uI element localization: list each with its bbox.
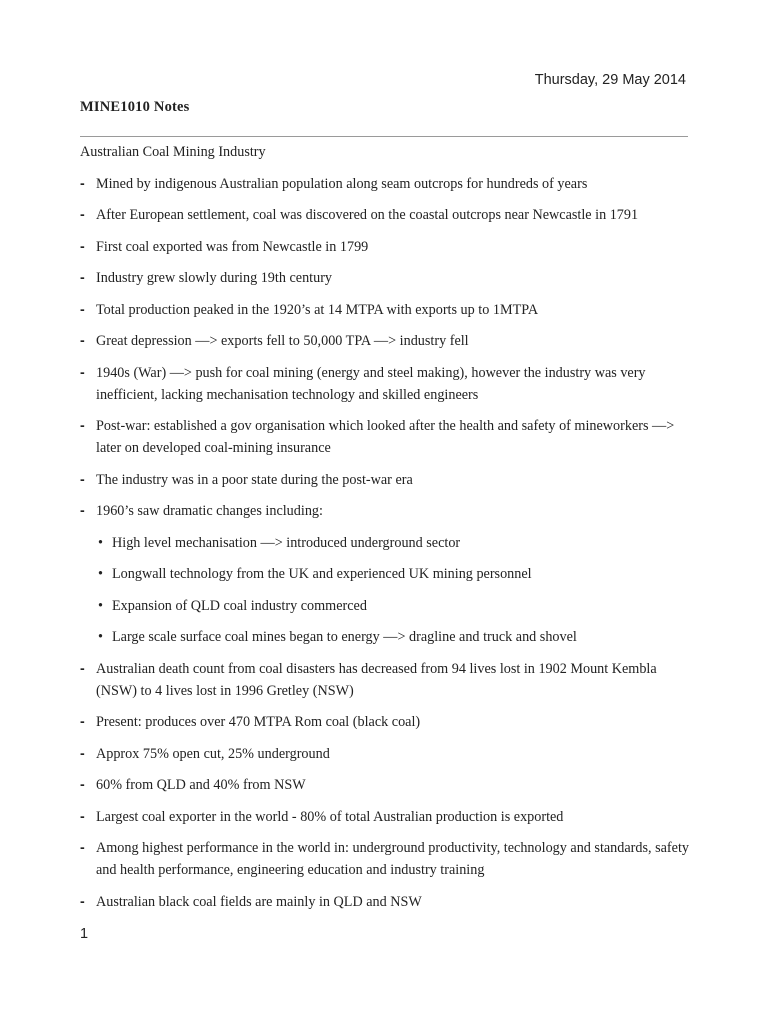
list-item-text: First coal exported was from Newcastle in 1799 — [96, 238, 369, 255]
list-item — [80, 330, 690, 352]
dash-bullet-icon: - — [80, 840, 85, 856]
bullet-list — [80, 173, 690, 913]
dash-bullet-icon: - — [80, 207, 85, 223]
sub-list-item — [96, 532, 690, 554]
dash-bullet-icon: - — [80, 471, 85, 488]
dash-bullet-icon: - — [80, 714, 85, 730]
dash-bullet-icon: - — [80, 418, 85, 434]
list-item — [80, 500, 690, 648]
sub-list-item — [96, 563, 690, 585]
dash-bullet-icon: - — [80, 175, 85, 192]
list-item — [80, 204, 690, 226]
list-item — [80, 469, 690, 491]
list-item-text: After European settlement, coal was discovered on the coastal outcrops near Newcastle in 1791 — [96, 207, 639, 223]
list-item-text: Australian death count from coal disasters has decreased from 94 lives lost in 1902 Mount Kembla (NSW) to 4 lives lost in 1996 Gretley (NSW) — [96, 660, 657, 699]
notes-body — [80, 141, 690, 922]
list-item — [80, 711, 690, 733]
list-item-text: Approx 75% open cut, 25% underground — [96, 745, 330, 762]
list-item — [80, 891, 690, 913]
sub-list-item — [96, 595, 690, 617]
list-item-text: Mined by indigenous Australian population along seam outcrops for hundreds of years — [96, 175, 588, 192]
list-item-text: Industry grew slowly during 19th century — [96, 270, 333, 286]
list-item — [80, 299, 690, 321]
dash-bullet-icon: - — [80, 745, 85, 762]
list-item — [80, 658, 690, 702]
list-item — [80, 173, 690, 195]
sub-list-item-text: Expansion of QLD coal industry commerced — [112, 597, 367, 614]
list-item — [80, 743, 690, 765]
list-item-text: Post-war: established a gov organisation which looked after the health and safety of mineworkers —> later on developed coal-mining insurance — [96, 418, 675, 456]
dash-bullet-icon: - — [80, 364, 85, 381]
list-item — [80, 236, 690, 258]
dash-bullet-icon: - — [80, 238, 85, 255]
dot-bullet-icon: • — [98, 629, 103, 645]
document-date: Thursday, 29 May 2014 — [534, 72, 686, 88]
dash-bullet-icon: - — [80, 893, 85, 910]
list-item-text: Largest coal exporter in the world - 80% of total Australian production is exported — [96, 808, 564, 825]
dot-bullet-icon: • — [98, 534, 103, 551]
list-item-text: The industry was in a poor state during the post-war era — [96, 471, 413, 488]
sub-list-item-text: Longwall technology from the UK and experienced UK mining personnel — [112, 566, 532, 582]
list-item-text: 1940s (War) —> push for coal mining (energy and steel making), however the industry was very inefficient, lacking mechanisation technology and skilled engineers — [96, 364, 646, 403]
list-item — [80, 806, 690, 828]
list-item-text: Total production peaked in the 1920’s at 14 MTPA with exports up to 1MTPA — [96, 301, 539, 318]
dash-bullet-icon: - — [80, 808, 85, 825]
document-title: MINE1010 Notes — [80, 99, 190, 115]
sub-list-item — [96, 626, 690, 648]
title-divider — [80, 136, 688, 137]
dash-bullet-icon: - — [80, 777, 85, 793]
dash-bullet-icon: - — [80, 660, 85, 677]
list-item-text: Great depression —> exports fell to 50,000 TPA —> industry fell — [96, 333, 469, 349]
sub-list-item-text: High level mechanisation —> introduced underground sector — [112, 534, 461, 551]
list-item — [80, 362, 690, 406]
list-item-text: Among highest performance in the world in: underground productivity, technology and standards, safety and health performance, engineering education and industry training — [96, 840, 689, 878]
dash-bullet-icon: - — [80, 333, 85, 349]
section-heading: Australian Coal Mining Industry — [80, 144, 266, 160]
list-item-text: 60% from QLD and 40% from NSW — [96, 777, 306, 793]
list-item — [80, 415, 690, 459]
page-number: 1 — [80, 926, 89, 942]
list-item-text: 1960’s saw dramatic changes including: — [96, 503, 323, 519]
dash-bullet-icon: - — [80, 270, 85, 286]
sub-list-item-text: Large scale surface coal mines began to energy —> dragline and truck and shovel — [112, 629, 577, 645]
list-item — [80, 774, 690, 796]
list-item-text: Australian black coal fields are mainly in QLD and NSW — [96, 893, 422, 910]
dash-bullet-icon: - — [80, 503, 85, 519]
dash-bullet-icon: - — [80, 301, 85, 318]
list-item — [80, 837, 690, 881]
dot-bullet-icon: • — [98, 597, 103, 614]
list-item — [80, 267, 690, 289]
list-item-text: Present: produces over 470 MTPA Rom coal (black coal) — [96, 714, 421, 730]
dot-bullet-icon: • — [98, 566, 103, 582]
sub-bullet-list — [96, 532, 690, 649]
